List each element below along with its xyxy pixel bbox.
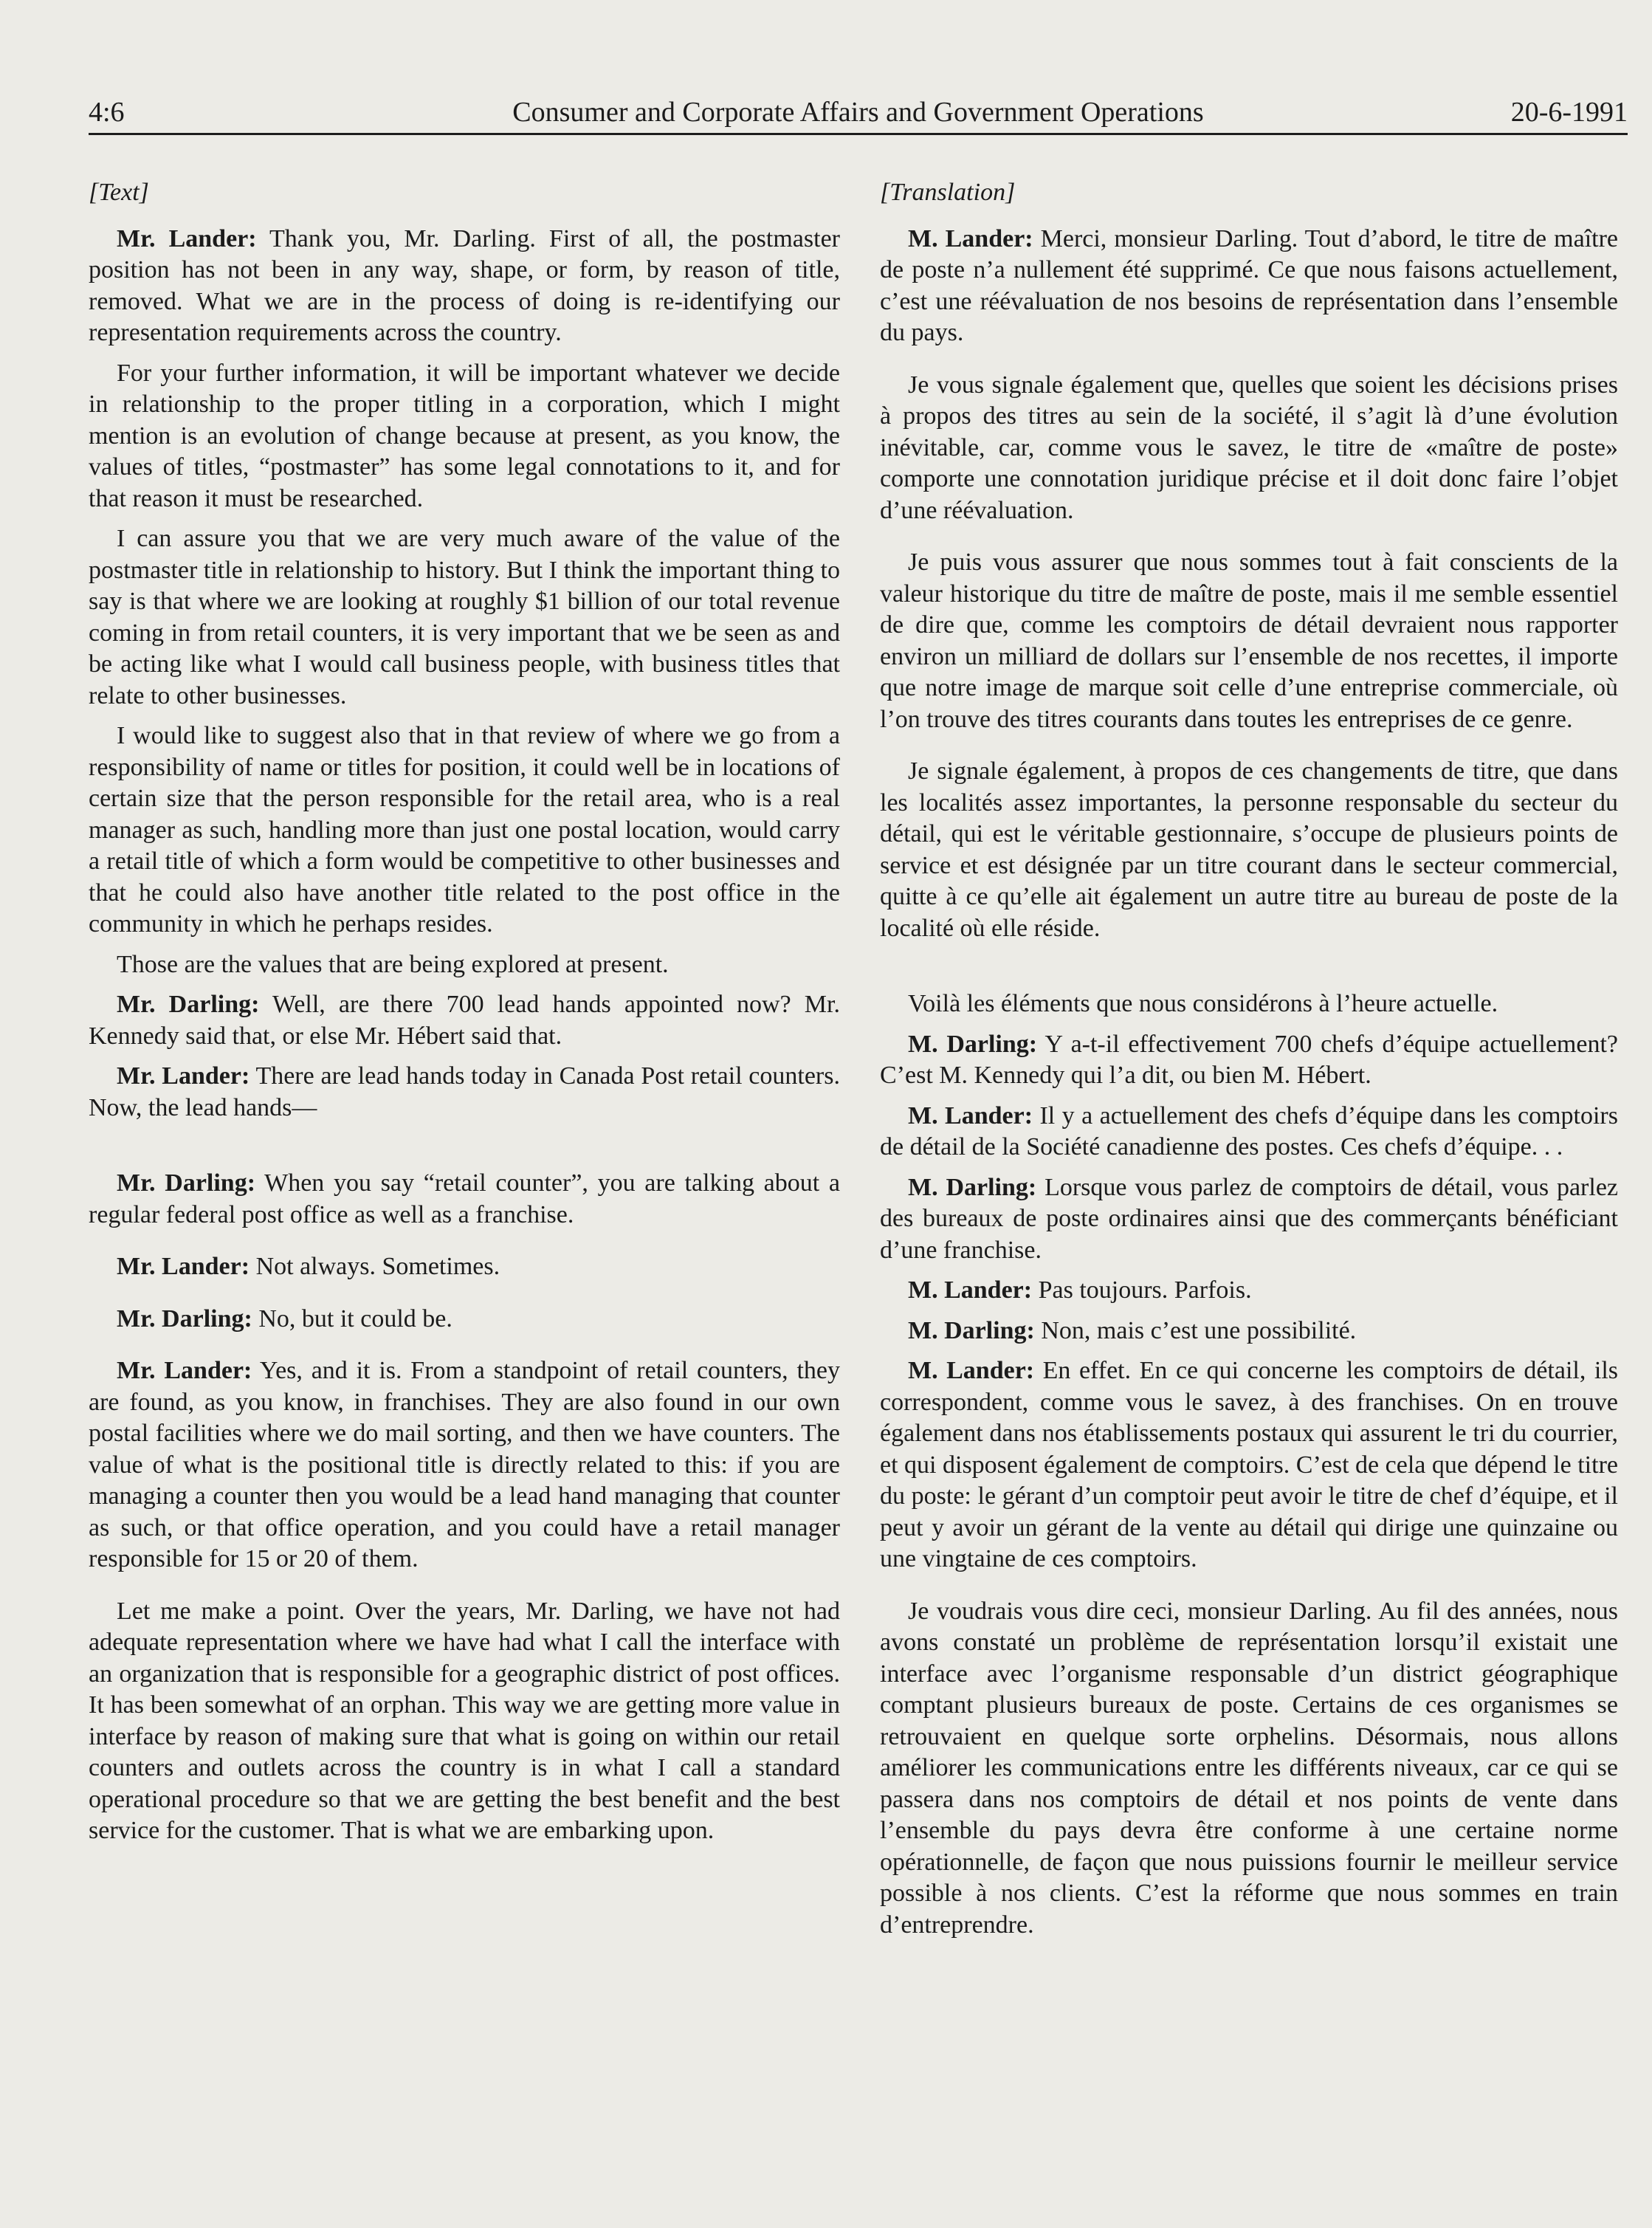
paragraph [880,224,1618,349]
speaker-name: Mr. Lander: [117,1253,250,1280]
paragraph-text: Thank you, Mr. Darling. First of all, the postmaster position has not been in any way, shape, or form, by reason of title, removed. What we are in the process of doing is re-identifying our representation requirements across the country. [89,224,840,346]
speaker-name: M. Lander: [908,1101,1033,1130]
speaker-name: Mr. Darling: [117,1169,256,1197]
paragraph-text: Je signale également, à propos de ces changements de titre, que dans les localités assez importantes, la personne responsable du secteur du détail, qui est le véritable gestionnaire, s’occupe de plusieurs points de service et est désignée par un titre courant dans le secteur commercial, quitte à ce qu’elle ait également un autre titre au bureau de poste de la localité où elle réside. [880,757,1618,942]
speaker-name: Mr. Darling: [117,1304,252,1333]
paragraph-text: Merci, monsieur Darling. Tout d’abord, le titre de maître de poste n’a nullement été supprimé. Ce que nous faisons actuellement, c’est une réévaluation de nos besoins de représentation dans l’ensemble du pays. [880,224,1618,346]
paragraph [89,1596,840,1847]
speaker-name: M. Darling: [908,1173,1037,1201]
paragraph [89,1355,840,1575]
paragraph [89,721,840,941]
paragraph-text: Je voudrais vous dire ceci, monsieur Darling. Au fil des années, nous avons constaté un problème de représentation lorsqu’il existait une interface avec l’organisme responsable d’un district géographique comptant plusieurs bureaux de poste. Certains de ces organismes se retrouvaient en quelque sorte orphelins. Désormais, nous allons améliorer les communications entre les différents niveaux, car ce qui se passera dans nos comptoirs de détail et nos points de vente dans l’ensemble du pays devra être conforme à une certaine norme opérationnelle, de façon que nous puissions fournir le meilleur service possible à nos clients. C’est la réforme que nous sommes en train d’entreprendre. [880,1597,1618,1939]
speaker-name: M. Lander: [908,224,1033,252]
text-label: [Text] [89,179,149,206]
page-date: 20-6-1991 [1510,97,1628,128]
paragraph-text: Yes, and it is. From a standpoint of retail counters, they are found, as you know, in franchises. They are also found in our own postal facilities where we do mail sorting, and then we have counters. The value of what is the positional title is directly related to this: if you are managing a counter then you would be a lead hand managing that counter as such, or that office operation, and you could have a retail manager responsible for 15 or 20 of them. [89,1357,840,1572]
paragraph [89,1168,840,1231]
paragraph-text: Pas toujours. Parfois. [1032,1276,1252,1304]
paragraph [89,989,840,1052]
paragraph-text: Lorsque vous parlez de comptoirs de détail, vous parlez des bureaux de poste ordinaires ainsi que des commerçants bénéficiant d’une franchise. [880,1173,1618,1264]
paragraph [880,1101,1618,1163]
paragraph-text: Je puis vous assurer que nous sommes tout à fait conscients de la valeur historique du titre de maître de poste, mais il me semble essentiel de dire que, comme les comptoirs de détail devraient nous rapporter environ un milliard de dollars sur l’ensemble de nos recettes, il importe que notre image de marque soit celle d’une entreprise commerciale, où l’on trouve des titres courants dans toutes les entreprises de ce genre. [880,549,1618,733]
paragraph [89,1304,840,1335]
paragraph-text: Those are the values that are being explored at present. [117,950,669,978]
paragraph-text: Il y a actuellement des chefs d’équipe dans les comptoirs de détail de la Société canadienne des postes. Ces chefs d’équipe. . . [880,1101,1618,1161]
page-number: 4:6 [89,97,125,128]
paragraph [89,523,840,712]
paragraph [880,1355,1618,1575]
paragraph-text: I would like to suggest also that in that review of where we go from a responsibility of name or titles for position, it could well be in locations of certain size that the person responsible for the retail area, who is a real manager as such, handling more than just one postal location, would carry a retail title of which a form would be competitive to other businesses and that he could also have another title related to the post office in the community in which he perhaps resides. [89,722,840,938]
paragraph [880,1596,1618,1942]
paragraph-text: There are lead hands today in Canada Post retail counters. Now, the lead hands— [89,1062,840,1121]
french-column [880,177,1618,1950]
paragraph-text: No, but it could be. [252,1304,452,1333]
paragraph [880,1316,1618,1347]
english-column [89,177,840,1856]
paragraph [880,1029,1618,1092]
paragraph-text: Voilà les éléments que nous considérons à l’heure actuelle. [908,990,1498,1017]
paragraph [89,1251,840,1283]
page-header [89,94,1628,135]
paragraph-text: Je vous signale également que, quelles que soient les décisions prises à propos des titres au sein de la société, il s’agit là d’une évolution inévitable, car, comme vous le savez, le titre de «maître de poste» comporte une connotation juridique précise et il doit donc faire l’objet d’une réévaluation. [880,371,1618,524]
paragraph [89,949,840,981]
paragraph [880,1172,1618,1267]
paragraph-text: Y a-t-il effectivement 700 chefs d’équipe actuellement? C’est M. Kennedy qui l’a dit, ou bien M. Hébert. [880,1030,1619,1089]
paragraph-text: Non, mais c’est une possibilité. [1034,1316,1357,1344]
speaker-name: M. Darling: [908,1316,1035,1344]
paragraph-text: Let me make a point. Over the years, Mr. Darling, we have not had adequate representation where we have had what I call the interface with an organization that is responsible for a geographic district of post offices. It has been somewhat of an orphan. This way we are getting more value in interface by reason of making sure that what is going on within our retail counters and outlets across the country is in what I call a standard operational procedure so that we are getting the best benefit and the best service for the customer. That is what we are embarking upon. [89,1597,840,1844]
paragraph-text: When you say “retail counter”, you are talking about a regular federal post office as well as a franchise. [89,1169,840,1228]
speaker-name: Mr. Lander: [117,224,257,252]
paragraph [89,1061,840,1124]
speaker-name: Mr. Darling: [117,991,260,1018]
paragraph [880,370,1618,527]
paragraph-text: En effet. En ce qui concerne les comptoirs de détail, ils correspondent, comme vous le savez, à des franchises. On en trouve également dans nos établissements postaux qui assurent le tri du courrier, et qui disposent également de comptoirs. C’est de cela que dépend le titre du poste: le gérant d’un comptoir peut avoir le titre de chef d’équipe, et il peut y avoir un gérant de la vente au détail qui dirige une quinzaine ou une vingtaine de ces comptoirs. [880,1357,1618,1572]
paragraph-text: Well, are there 700 lead hands appointed now? Mr. Kennedy said that, or else Mr. Hébert said that. [89,991,840,1050]
running-title: Consumer and Corporate Affairs and Government Operations [512,97,1204,128]
paragraph [880,756,1618,944]
speaker-name: Mr. Lander: [117,1062,250,1090]
speaker-name: M. Lander: [908,1357,1035,1384]
speaker-name: M. Darling: [908,1030,1038,1058]
paragraph-text: For your further information, it will be important whatever we decide in relationship to the proper titling in a corporation, which I might mention is an evolution of change because at present, as you know, the values of titles, “postmaster” has some legal connotations to it, and for that reason it must be researched. [89,359,840,512]
paragraph [880,1275,1618,1307]
paragraph-text: Not always. Sometimes. [249,1253,500,1280]
speaker-name: Mr. Lander: [117,1357,252,1384]
translation-label: [Translation] [880,179,1016,206]
speaker-name: M. Lander: [908,1276,1033,1304]
paragraph [880,547,1618,735]
paragraph [880,988,1618,1020]
paragraph [89,358,840,515]
paragraph-text: I can assure you that we are very much aware of the value of the postmaster title in relationship to history. But I think the important thing to say is that where we are looking at roughly $1 billion of our total revenue coming in from retail counters, it is very important that we be seen as and be acting like what I would call business people, with business titles that relate to other businesses. [89,525,840,709]
paragraph [89,224,840,349]
